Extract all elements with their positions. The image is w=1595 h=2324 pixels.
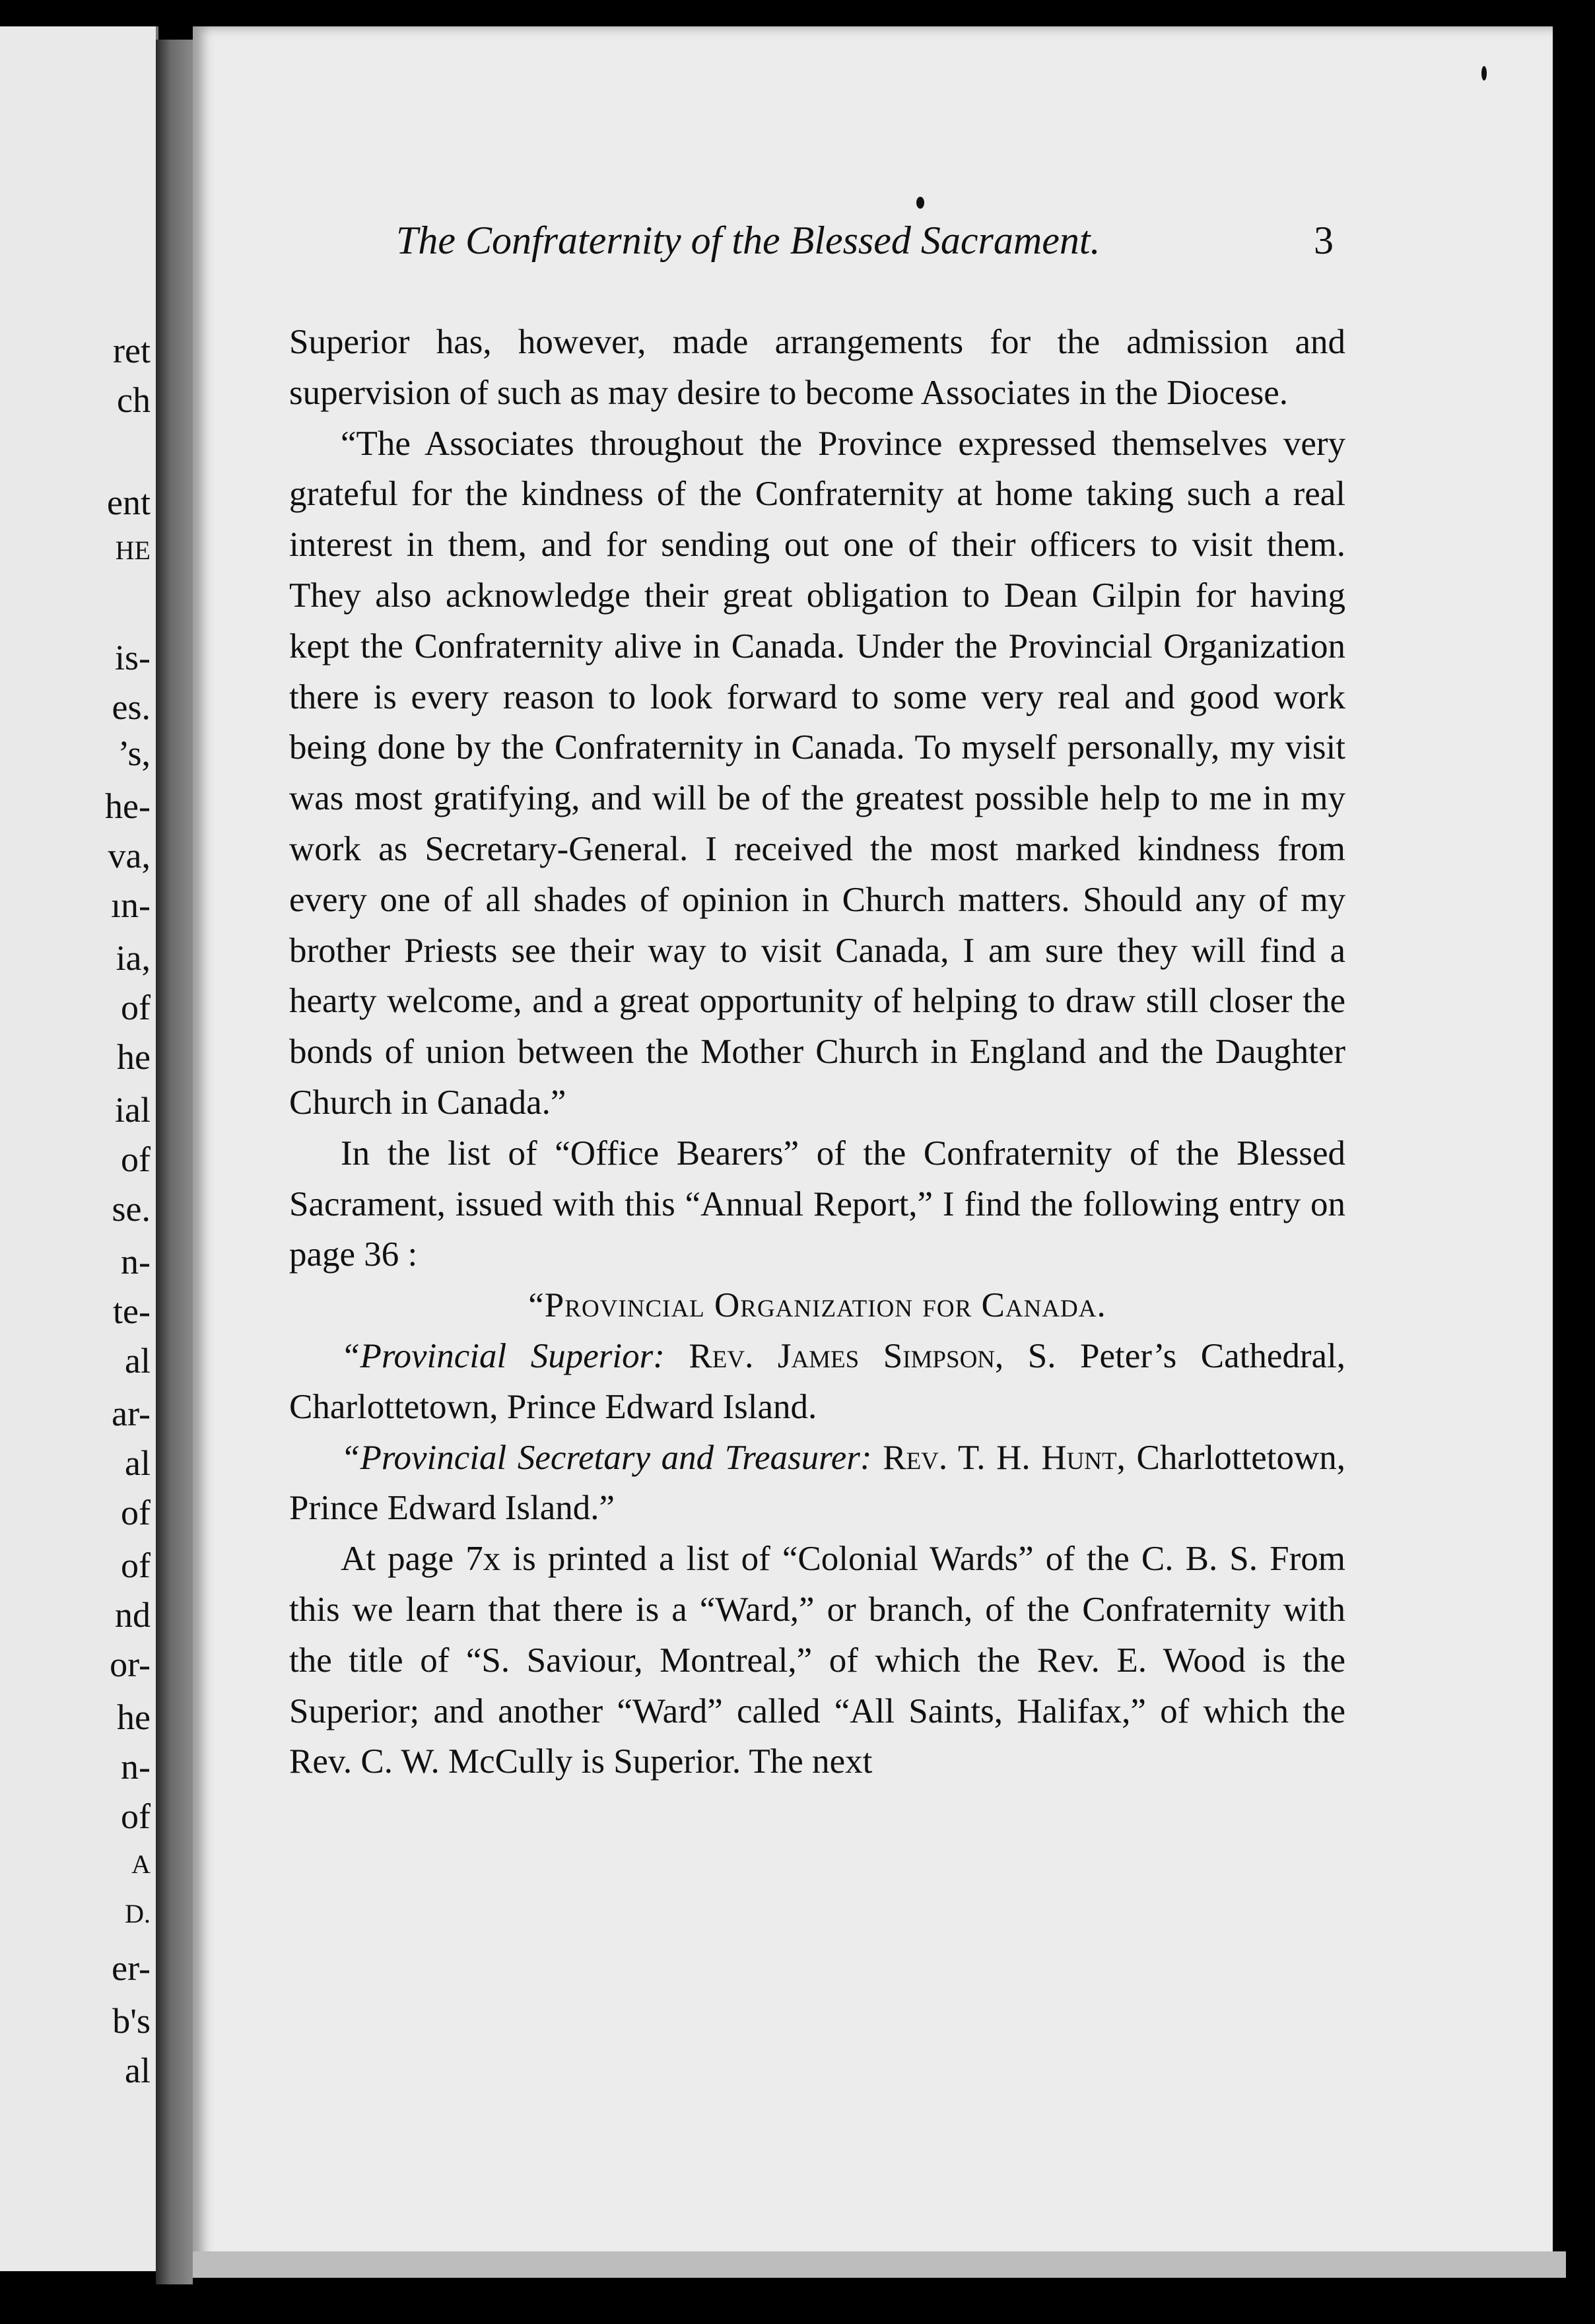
left-page-fragment: he bbox=[117, 1037, 151, 1077]
left-page-fragment: al bbox=[125, 1341, 151, 1381]
left-page-fragment: he- bbox=[105, 786, 151, 826]
page-gutter bbox=[156, 40, 193, 2284]
left-page-fragment: of bbox=[121, 1796, 151, 1836]
left-page-fragment: of bbox=[121, 1140, 151, 1179]
paragraph: At page 7x is printed a list of “Colonial Wards” of the C. B. S. From this we learn that there is a “Ward,” or branch, of the Confraternity with the title of “S. Saviour, Montreal,” of which the Rev. E. Wood is the Superior; and another “Ward” called “All Saints, Halifax,” of which the Rev. C. W. McCully is Superior. The next bbox=[289, 1540, 1345, 1781]
left-page-fragment: he bbox=[117, 1697, 151, 1737]
paragraph: In the list of “Office Bearers” of the Confraternity of the Blessed Sacrament, issued with this “Annual Report,” I find the following entry on page 36 : bbox=[289, 1134, 1345, 1274]
paragraph bbox=[289, 1433, 1345, 1534]
left-page-fragment: es. bbox=[112, 687, 151, 727]
page-number: 3 bbox=[1314, 219, 1334, 262]
left-page-fragment: er- bbox=[112, 1948, 151, 1988]
left-page-fragment: ent bbox=[107, 483, 151, 522]
left-page-fragment: ın- bbox=[111, 885, 151, 925]
left-page-fragment: ’s, bbox=[118, 734, 151, 773]
left-page-fragment: nd bbox=[115, 1595, 151, 1635]
running-header bbox=[396, 218, 1334, 263]
left-page-fragment: or- bbox=[110, 1645, 151, 1684]
left-page bbox=[0, 26, 158, 2271]
entry-name: Rev. James Simpson, bbox=[689, 1336, 1004, 1375]
left-page-fragment: ch bbox=[117, 380, 151, 420]
left-page-fragment: ial bbox=[115, 1090, 151, 1130]
paragraph: “The Associates throughout the Province expressed themselves very grateful for the kindness of the Confraternity at home taking such a real interest in them, and for sending out one of their officers to visit them. They also acknowledge their great obligation to Dean Gilpin for having kept the Confraternity alive in Canada. Under the Provincial Organization there is every reason to look forward to some very real and good work being done by the Confraternity in Canada. To myself personally, my visit was most gratifying, and will be of the greatest possible help to me in my work as Secretary-General. I received the most marked kindness from every one of all shades of opinion in Church matters. Should any of my brother Priests see their way to visit Canada, I am sure they will find a hearty welcome, and a great opportunity of helping to draw still closer the bonds of union between the Mother Church in England and the Daughter Church in Canada.” bbox=[289, 424, 1345, 1122]
left-page-fragment: of bbox=[121, 1546, 151, 1585]
section-heading: “Provincial Organization for Canada. bbox=[528, 1286, 1106, 1325]
left-page-fragment: va, bbox=[108, 836, 151, 875]
left-page-fragment: A bbox=[131, 1849, 151, 1879]
entry-text: Charlottetown, Prince Edward Island.” bbox=[289, 1438, 1346, 1528]
left-page-fragment: n- bbox=[121, 1747, 151, 1787]
ink-mark bbox=[1481, 66, 1487, 81]
left-page-fragment: ret bbox=[113, 331, 151, 370]
paragraph: Superior has, however, made arrangements for the admission and supervision of such as may desire to become Associates in the Diocese. bbox=[289, 323, 1345, 412]
left-page-fragment: ia, bbox=[116, 938, 151, 978]
left-page-fragment: al bbox=[125, 1443, 151, 1483]
body-text bbox=[289, 317, 1345, 1787]
left-page-fragment: al bbox=[125, 2051, 151, 2090]
paragraph bbox=[289, 1331, 1345, 1433]
left-page-fragment: se. bbox=[112, 1189, 151, 1229]
page-bottom-edge bbox=[193, 2251, 1566, 2278]
left-page-fragment: of bbox=[121, 1493, 151, 1532]
left-page-fragment: D. bbox=[125, 1899, 151, 1929]
entry-label: “Provincial Secretary and Treasurer: bbox=[341, 1438, 872, 1477]
left-page-fragment: b's bbox=[112, 2001, 151, 2041]
entry-name: Rev. T. H. Hunt, bbox=[883, 1438, 1126, 1477]
ink-mark bbox=[916, 197, 924, 209]
left-page-fragment: of bbox=[121, 988, 151, 1027]
left-page-fragment: HE bbox=[115, 535, 151, 565]
left-page-fragment: n- bbox=[121, 1242, 151, 1282]
left-page-fragment: te- bbox=[113, 1291, 151, 1331]
entry-text: S. Peter’s Cathedral, Charlottetown, Prince Edward Island. bbox=[289, 1336, 1345, 1426]
left-page-fragment: is- bbox=[115, 638, 151, 677]
running-title: The Confraternity of the Blessed Sacrament. bbox=[396, 219, 1101, 262]
entry-label: “Provincial Superior: bbox=[341, 1336, 665, 1375]
left-page-fragment: ar- bbox=[112, 1394, 151, 1433]
